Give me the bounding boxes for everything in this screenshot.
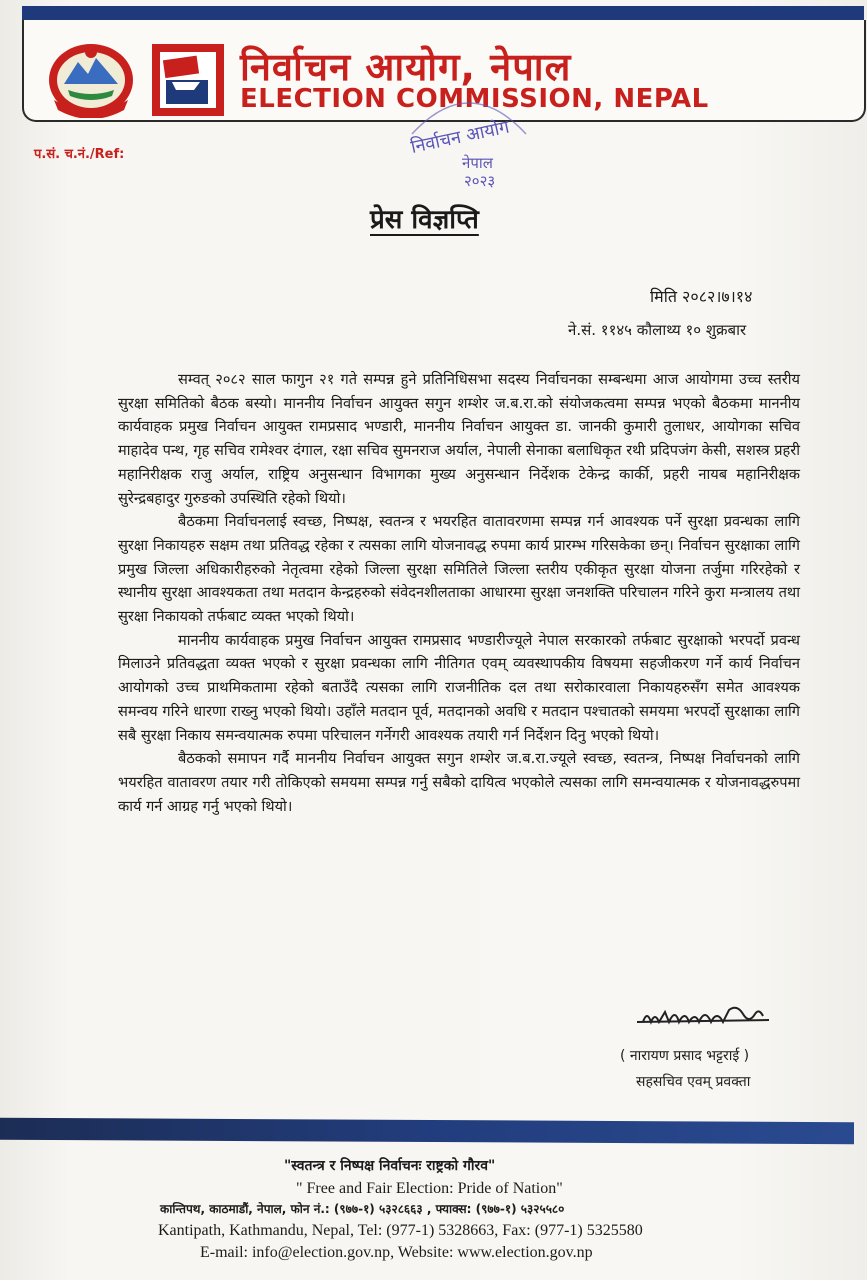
handwritten-signature xyxy=(633,1000,773,1036)
signer-name: ( नारायण प्रसाद भट्टराई ) xyxy=(620,1048,750,1064)
paragraph-1: सम्वत् २०८२ साल फागुन २१ गते सम्पन्न हुने प्रतिनिधिसभा सदस्य निर्वाचनका सम्बन्धमा आज आयोगमा उच्च स्तरीय सुरक्षा समितिको बैठक बस्यो। माननीय निर्वाचन आयुक्त सगुन शम्शेर ज.ब.रा.को संयोजकत्वमा सम्पन्न भएको बैठकमा माननीय कार्यवाहक प्रमुख निर्वाचन आयुक्त रामप्रसाद भण्डारी, माननीय निर्वाचन आयुक्त डा. जानकी कुमारी तुलाधर, आयोगका सचिव माहादेव पन्थ, गृह सचिव रामेश्वर दंगाल, रक्षा सचिव सुमनराज अर्याल, नेपाली सेनाका बलाधिकृत रथी प्रदिपजंग केसी, सशस्त्र प्रहरी महानिरीक्षक राजु अर्याल, राष्ट्रिय अनुसन्धान विभागका मुख्य अनुसन्धान निर्देशक टेकेन्द्र कार्की, प्रहरी नायब महानिरीक्षक सुरेन्द्रबहादुर गुरुङको उपस्थिति रहेको थियो। xyxy=(118,371,800,507)
footer-address-english: Kantipath, Kathmandu, Nepal, Tel: (977-1) 5328663, Fax: (977-1) 5325580 xyxy=(158,1222,643,1239)
official-stamp xyxy=(404,82,534,192)
stamp-line-1: निर्वाचन आयोग xyxy=(408,116,512,159)
paragraph-2: बैठकमा निर्वाचनलाई स्वच्छ, निष्पक्ष, स्वतन्त्र र भयरहित वातावरणमा सम्पन्न गर्न आवश्यक पर्ने सुरक्षा प्रवन्धका लागि सुरक्षा निकायहरु सक्षम तथा प्रतिवद्ध रहेका र त्यसका लागि योजनावद्ध रुपमा कार्य प्रारम्भ गरिसकेका छन्। निर्वाचन सुरक्षाका लागि प्रमुख जिल्ला अधिकारीहरुको नेतृत्वमा रहेको जिल्ला सुरक्षा समितिले जिल्ला स्तरीय एकीकृत सुरक्षा योजना तर्जुमा गरिरहेको र स्थानीय सुरक्षा आवश्यकता तथा मतदान केन्द्रहरुको संवेदनशीलताका आधारमा सुरक्षा जनशक्ति परिचालन गरिने कुरा मन्त्रालय तथा सुरक्षा निकायको तर्फबाट व्यक्त भएको थियो। xyxy=(118,513,800,626)
footer-address-nepali: कान्तिपथ, काठमाडौं, नेपाल, फोन नं.: (९७७-१) ५३२८६६३ , फ्याक्स: (९७७-१) ५३२५५८० xyxy=(160,1202,565,1216)
press-release-title: प्रेस विज्ञप्ति xyxy=(370,205,479,235)
letterhead-title-nepali: निर्वाचन आयोग, नेपाल xyxy=(240,45,572,89)
date-line: मिति २०८२।७।१४ xyxy=(650,287,753,306)
election-commission-logo-icon xyxy=(152,44,224,116)
footer-slogan-english: " Free and Fair Election: Pride of Nation" xyxy=(296,1180,563,1197)
reference-label: प.सं. च.नं./Ref: xyxy=(34,147,125,162)
press-release-body xyxy=(118,368,800,818)
signer-designation: सहसचिव एवम् प्रवक्ता xyxy=(636,1074,751,1090)
footer-contact: E-mail: info@election.gov.np, Website: www.election.gov.np xyxy=(200,1244,593,1261)
stamp-line-2: नेपाल xyxy=(462,154,493,172)
footer-bar xyxy=(0,1118,854,1144)
paragraph-4: बैठकको समापन गर्दै माननीय निर्वाचन आयुक्त सगुन शम्शेर ज.ब.रा.ज्यूले स्वच्छ, स्वतन्त्र, निष्पक्ष निर्वाचनको लागि भयरहित वातावरण तयार गरी तोकिएको समयमा सम्पन्न गर्नु सबैको दायित्व भएकोले त्यसका लागि समन्वयात्मक र योजनावद्धरुपमा कार्य गर्न आग्रह गर्नु भएको थियो। xyxy=(118,750,800,815)
paragraph-3: माननीय कार्यवाहक प्रमुख निर्वाचन आयुक्त रामप्रसाद भण्डारीज्यूले नेपाल सरकारको तर्फबाट सुरक्षाको भरपर्दो प्रवन्ध मिलाउने प्रतिवद्धता व्यक्त भएको र सुरक्षा प्रवन्धका लागि नीतिगत एवम् व्यवस्थापकीय विषयमा सहजीकरण गर्ने कार्य निर्वाचन आयोगको उच्च प्राथमिकतामा रहेको बताउँदै त्यसका लागि राजनीतिक दल तथा सरोकारवाला निकायहरुसँग समेत आवश्यक समन्वय गरिने धारणा राख्नु भएको थियो। उहाँले मतदान पूर्व, मतदानको अवधि र मतदान पश्चातको समयमा भरपर्दो सुरक्षाका लागि सबै सुरक्षा निकाय समन्वयात्मक रुपमा परिचालन गर्नेगरी आवश्यक तयारी गर्न निर्देशन दिनु भएको थियो। xyxy=(118,631,800,744)
stamp-line-3: २०२३ xyxy=(464,172,496,190)
letterhead-title-english: ELECTION COMMISSION, NEPAL xyxy=(240,84,709,114)
nepal-emblem-icon xyxy=(46,40,136,118)
nepal-sambat-date-line: ने.सं. ११४५ कौलाथ्य १० शुक्रबार xyxy=(568,321,747,339)
footer-slogan-nepali: "स्वतन्त्र र निष्पक्ष निर्वाचनः राष्ट्रको गौरव" xyxy=(284,1158,496,1174)
